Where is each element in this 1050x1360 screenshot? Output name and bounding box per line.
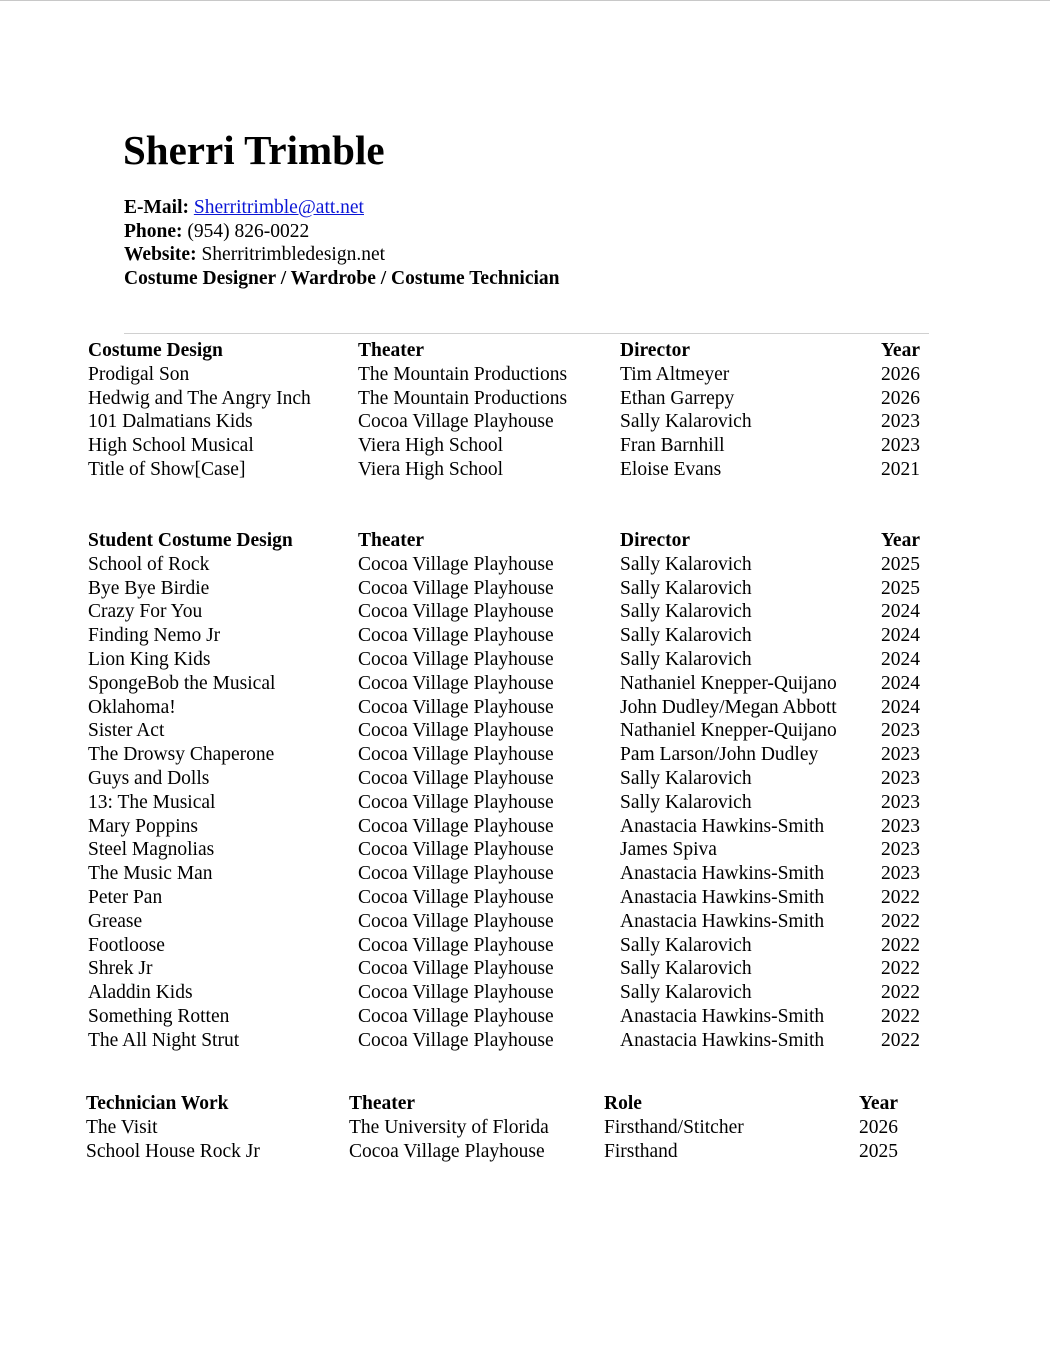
credit-title: Finding Nemo Jr: [88, 625, 221, 647]
credit-year: 2023: [881, 435, 920, 457]
column-header: Theater: [349, 1093, 416, 1114]
credit-director: Sally Kalarovich: [620, 625, 752, 647]
credit-year: 2026: [859, 1116, 898, 1138]
credit-year: 2022: [881, 1005, 920, 1027]
credit-theater: Cocoa Village Playhouse: [358, 411, 554, 433]
credit-theater: Cocoa Village Playhouse: [358, 553, 554, 575]
credit-year: 2022: [881, 958, 920, 980]
credit-year: 2023: [881, 863, 920, 885]
credit-title: Grease: [88, 910, 143, 932]
page-top-border: [0, 0, 1050, 1]
credit-year: 2025: [859, 1140, 898, 1162]
credit-year: 2022: [881, 886, 920, 908]
phone-line: [124, 220, 560, 244]
credit-director: Anastacia Hawkins-Smith: [620, 910, 825, 932]
credit-title: 13: The Musical: [88, 791, 216, 813]
column-header: Theater: [358, 530, 425, 551]
credit-theater: The University of Florida: [349, 1116, 549, 1138]
website-line: [124, 243, 560, 267]
credit-title: Lion King Kids: [88, 648, 211, 670]
credit-year: 2024: [881, 625, 920, 647]
credit-year: 2023: [881, 744, 920, 766]
credit-year: 2023: [881, 411, 920, 433]
credit-theater: Cocoa Village Playhouse: [358, 601, 554, 623]
credit-theater: Cocoa Village Playhouse: [349, 1140, 545, 1162]
credit-year: 2024: [881, 696, 920, 718]
column-header: Student Costume Design: [88, 530, 293, 551]
credit-year: 2025: [881, 577, 920, 599]
credit-director: Nathaniel Knepper-Quijano: [620, 720, 837, 742]
phone-label: Phone:: [124, 220, 183, 242]
credit-director: Anastacia Hawkins-Smith: [620, 886, 825, 908]
email-link[interactable]: Sherritrimble@att.net: [193, 197, 364, 218]
credit-year: 2021: [881, 458, 920, 480]
credit-director: John Dudley/Megan Abbott: [620, 696, 837, 718]
credit-theater: Cocoa Village Playhouse: [358, 648, 554, 670]
credit-theater: Viera High School: [358, 435, 504, 457]
credit-theater: Cocoa Village Playhouse: [358, 1029, 554, 1051]
website-value: Sherritrimbledesign.net: [201, 244, 386, 266]
credit-year: 2022: [881, 910, 920, 932]
resume-name: Sherri Trimble: [123, 127, 385, 173]
credit-year: 2023: [881, 791, 920, 813]
email-label: E-Mail:: [124, 197, 189, 218]
credit-theater: Cocoa Village Playhouse: [358, 815, 554, 837]
credit-theater: Cocoa Village Playhouse: [358, 839, 554, 861]
credit-year: 2024: [881, 601, 920, 623]
credit-theater: Cocoa Village Playhouse: [358, 672, 554, 694]
credit-year: 2023: [881, 720, 920, 742]
credit-title: Footloose: [88, 934, 165, 956]
credit-year: 2022: [881, 1029, 920, 1051]
credit-year: 2026: [881, 363, 920, 385]
email-line: [124, 196, 560, 220]
credit-title: Peter Pan: [88, 886, 163, 908]
credit-director: Sally Kalarovich: [620, 648, 752, 670]
credit-title: The Music Man: [88, 863, 213, 885]
credit-director: Sally Kalarovich: [620, 767, 752, 789]
website-label: Website:: [124, 244, 197, 266]
credit-director: Anastacia Hawkins-Smith: [620, 815, 825, 837]
contact-block: [124, 196, 560, 290]
credit-director: Fran Barnhill: [620, 435, 725, 457]
credit-year: 2023: [881, 767, 920, 789]
credit-title: SpongeBob the Musical: [88, 672, 276, 694]
credit-title: Mary Poppins: [88, 815, 198, 837]
column-header: Costume Design: [88, 340, 223, 361]
credit-year: 2022: [881, 982, 920, 1004]
column-header: Year: [859, 1093, 898, 1114]
credit-director: Firsthand/Stitcher: [604, 1116, 744, 1138]
column-header: Technician Work: [86, 1093, 229, 1114]
credit-director: Anastacia Hawkins-Smith: [620, 863, 825, 885]
credit-director: Nathaniel Knepper-Quijano: [620, 672, 837, 694]
column-header: Director: [620, 530, 691, 551]
credit-theater: Cocoa Village Playhouse: [358, 577, 554, 599]
credit-title: School House Rock Jr: [86, 1140, 260, 1162]
credit-theater: Cocoa Village Playhouse: [358, 886, 554, 908]
credit-title: Shrek Jr: [88, 958, 153, 980]
credit-theater: Cocoa Village Playhouse: [358, 958, 554, 980]
credit-theater: Cocoa Village Playhouse: [358, 791, 554, 813]
credit-director: Sally Kalarovich: [620, 958, 752, 980]
column-header: Year: [881, 340, 920, 361]
credit-title: Hedwig and The Angry Inch: [88, 387, 311, 409]
section-divider: [124, 333, 929, 334]
credit-theater: The Mountain Productions: [358, 387, 568, 409]
column-header: Year: [881, 530, 920, 551]
credit-title: Aladdin Kids: [88, 982, 193, 1004]
credit-title: Sister Act: [88, 720, 165, 742]
column-header: Director: [620, 340, 691, 361]
credit-theater: Cocoa Village Playhouse: [358, 696, 554, 718]
credit-year: 2023: [881, 815, 920, 837]
credit-year: 2023: [881, 839, 920, 861]
credit-title: Crazy For You: [88, 601, 203, 623]
credit-director: Sally Kalarovich: [620, 553, 752, 575]
credit-theater: Cocoa Village Playhouse: [358, 863, 554, 885]
job-title-line: [124, 267, 560, 291]
credit-theater: Viera High School: [358, 458, 504, 480]
credit-title: The Drowsy Chaperone: [88, 744, 275, 766]
credit-director: Sally Kalarovich: [620, 791, 752, 813]
credit-director: Pam Larson/John Dudley: [620, 744, 819, 766]
phone-value: (954) 826-0022: [187, 220, 310, 242]
credit-year: 2025: [881, 553, 920, 575]
credit-year: 2026: [881, 387, 920, 409]
credit-director: Sally Kalarovich: [620, 982, 752, 1004]
credit-director: Eloise Evans: [620, 458, 722, 480]
credit-theater: Cocoa Village Playhouse: [358, 1005, 554, 1027]
column-header: Role: [604, 1093, 642, 1114]
credit-theater: Cocoa Village Playhouse: [358, 744, 554, 766]
credit-title: The Visit: [86, 1116, 158, 1138]
credit-title: Prodigal Son: [88, 363, 190, 385]
credit-director: Sally Kalarovich: [620, 411, 752, 433]
credit-title: 101 Dalmatians Kids: [88, 411, 253, 433]
credit-theater: Cocoa Village Playhouse: [358, 934, 554, 956]
credit-theater: Cocoa Village Playhouse: [358, 767, 554, 789]
credit-theater: The Mountain Productions: [358, 363, 568, 385]
credit-director: Sally Kalarovich: [620, 601, 752, 623]
job-title: Costume Designer / Wardrobe / Costume Technician: [124, 267, 560, 289]
credit-theater: Cocoa Village Playhouse: [358, 720, 554, 742]
credit-director: Sally Kalarovich: [620, 577, 752, 599]
credit-director: Firsthand: [604, 1140, 678, 1162]
credit-theater: Cocoa Village Playhouse: [358, 625, 554, 647]
credit-director: Ethan Garrepy: [620, 387, 735, 409]
credit-director: James Spiva: [620, 839, 717, 861]
credit-year: 2024: [881, 672, 920, 694]
credit-title: The All Night Strut: [88, 1029, 240, 1051]
credit-director: Anastacia Hawkins-Smith: [620, 1029, 825, 1051]
credit-director: Tim Altmeyer: [620, 363, 730, 385]
credit-title: Steel Magnolias: [88, 839, 215, 861]
credit-title: School of Rock: [88, 553, 210, 575]
credit-year: 2024: [881, 648, 920, 670]
column-header: Theater: [358, 340, 425, 361]
credit-title: Oklahoma!: [88, 696, 176, 718]
credit-director: Sally Kalarovich: [620, 934, 752, 956]
credit-director: Anastacia Hawkins-Smith: [620, 1005, 825, 1027]
credit-theater: Cocoa Village Playhouse: [358, 910, 554, 932]
credit-title: Guys and Dolls: [88, 767, 210, 789]
credit-year: 2022: [881, 934, 920, 956]
credit-theater: Cocoa Village Playhouse: [358, 982, 554, 1004]
credit-title: Bye Bye Birdie: [88, 577, 210, 599]
credit-title: Something Rotten: [88, 1005, 230, 1027]
credit-title: High School Musical: [88, 435, 254, 457]
credit-title: Title of Show[Case]: [88, 458, 246, 480]
